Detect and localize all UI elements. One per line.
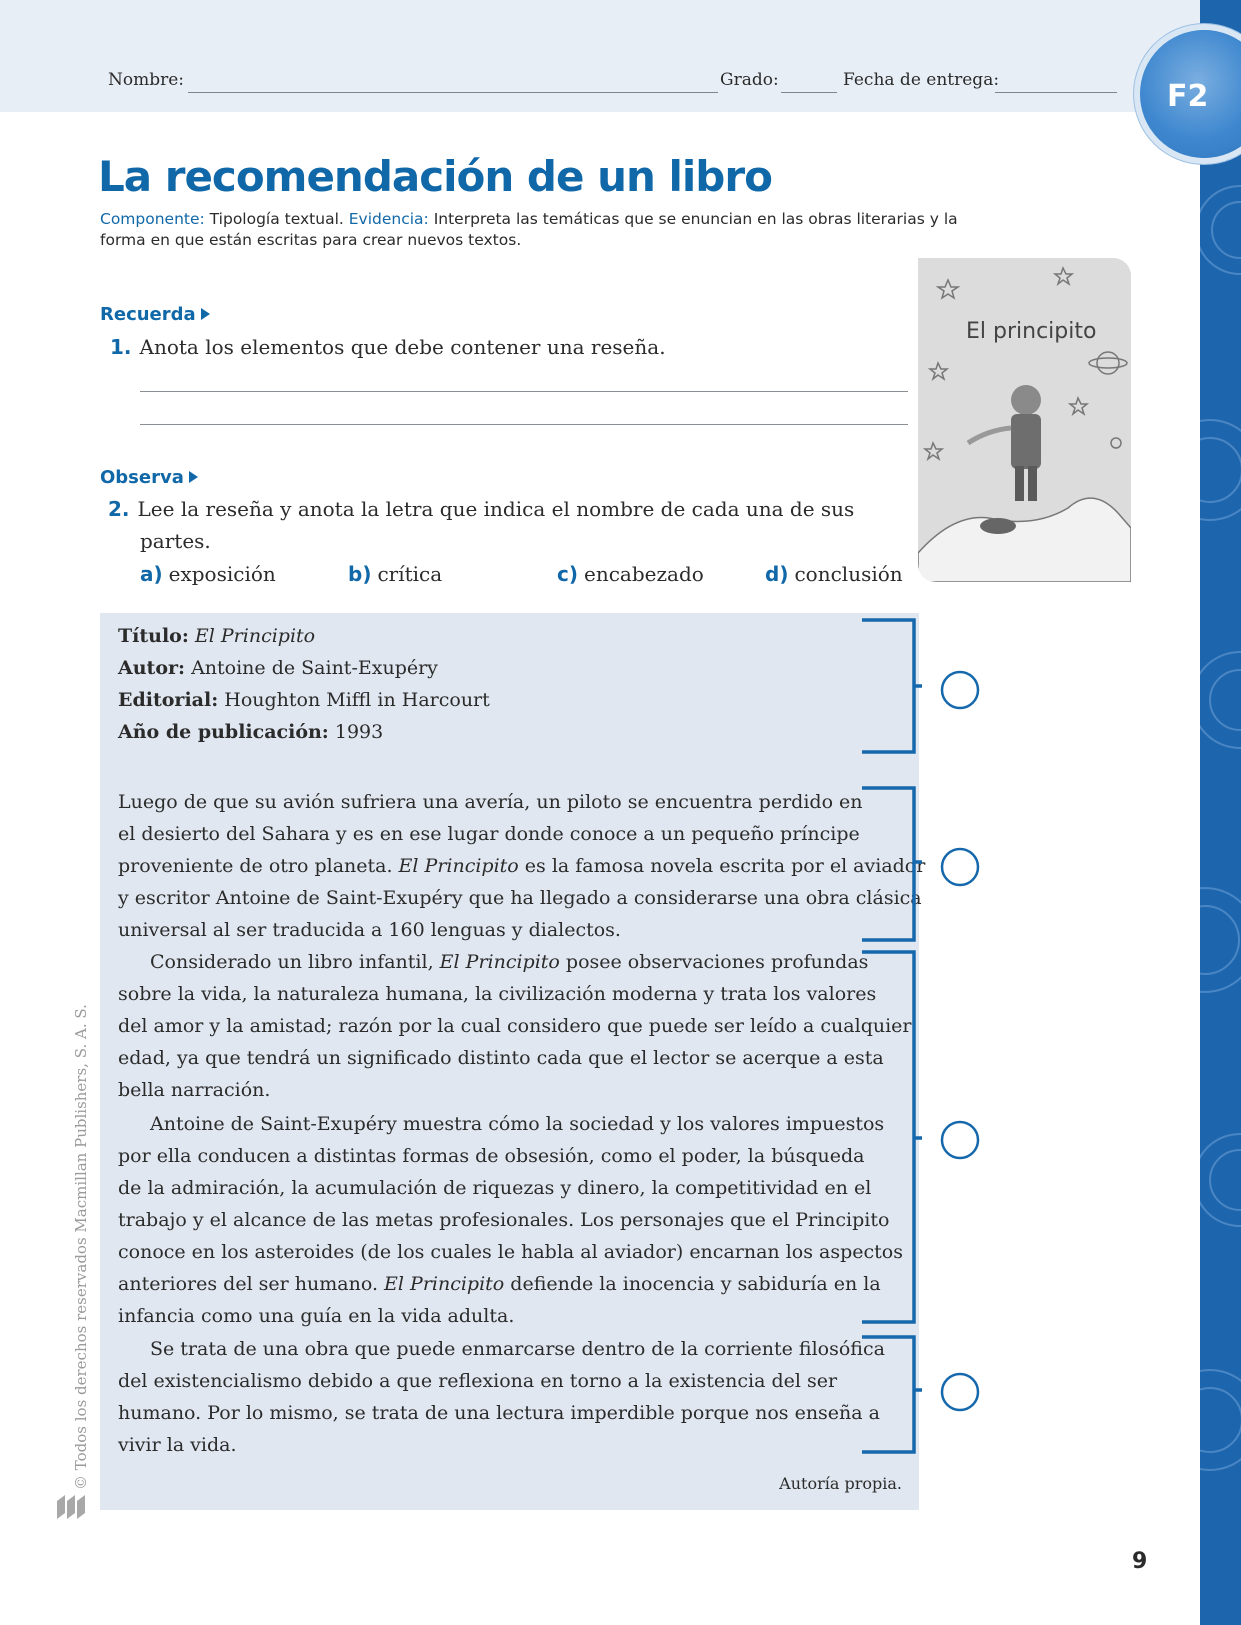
- p2-text: posee observaciones profundas: [559, 951, 869, 973]
- evidence-line-1: Interpreta las temáticas que se enuncian en las obras literarias y la: [428, 210, 958, 228]
- observa-heading-text: Observa: [100, 467, 184, 488]
- meta-year-label: Año de publicación:: [118, 721, 329, 743]
- p3-text: defiende la inocencia y sabiduría en la: [504, 1273, 881, 1295]
- option-d-label: conclusión: [794, 562, 903, 586]
- p2-italic-title: El Principito: [439, 951, 560, 973]
- p3-line: [118, 1268, 903, 1300]
- option-d: [765, 562, 903, 586]
- option-c: [557, 562, 704, 586]
- grade-field[interactable]: [781, 92, 837, 93]
- meta-publisher: [118, 684, 490, 716]
- play-arrow-icon: [201, 308, 210, 320]
- meta-title-value: El Principito: [194, 625, 316, 647]
- meta-author: [118, 652, 490, 684]
- p1-line: universal al ser traducida a 160 lenguas y dialectos.: [118, 919, 621, 941]
- name-label: Nombre:: [108, 70, 185, 90]
- review-paragraph-4: [118, 1333, 885, 1461]
- question-1-number: 1.: [110, 335, 132, 359]
- p3-line: trabajo y el alcance de las metas profesionales. Los personajes que el Principito: [118, 1209, 890, 1231]
- header-fields: [108, 70, 1118, 96]
- option-c-label: encabezado: [584, 562, 704, 586]
- option-a-letter: a): [140, 562, 163, 586]
- question-2: [108, 497, 854, 521]
- p2-line: edad, ya que tendrá un significado distinto cada que el lector se acerque a esta: [118, 1047, 884, 1069]
- p4-line: Se trata de una obra que puede enmarcarse dentro de la corriente filosófica: [150, 1338, 885, 1360]
- copyright-notice: © Todos los derechos reservados Macmillan Publishers, S. A. S.: [72, 1004, 90, 1490]
- bracket-heading-section: [862, 620, 922, 752]
- page-number: 9: [1132, 1549, 1148, 1574]
- bracket-layer: [850, 600, 990, 1460]
- meta-author-value: Antoine de Saint-Exupéry: [191, 657, 438, 679]
- p2-line: sobre la vida, la naturaleza humana, la civilización moderna y trata los valores: [118, 983, 877, 1005]
- meta-title-label: Título:: [118, 625, 189, 647]
- evidence-line-2: forma en que están escritas para crear nuevos textos.: [100, 231, 522, 249]
- p3-line: de la admiración, la acumulación de riquezas y dinero, la competitividad en el: [118, 1177, 872, 1199]
- due-date-label: Fecha de entrega:: [843, 70, 1000, 90]
- p2-line: del amor y la amistad; razón por la cual considero que puede ser leído a cualquier: [118, 1015, 912, 1037]
- p3-line: conoce en los asteroides (de los cuales le habla al aviador) encarnan los aspectos: [118, 1241, 903, 1263]
- intro-text: [100, 209, 1030, 251]
- book-cover-title: El principito: [966, 319, 1097, 344]
- meta-title: [118, 620, 490, 652]
- answer-circle-2[interactable]: [938, 845, 982, 889]
- play-arrow-icon: [189, 471, 198, 483]
- p1-line: el desierto del Sahara y es en ese lugar donde conoce a un pequeño príncipe: [118, 823, 860, 845]
- p3-italic-title: El Principito: [384, 1273, 505, 1295]
- grade-label: Grado:: [720, 70, 779, 90]
- publisher-logo-icon: [55, 1493, 87, 1521]
- component-label: Componente:: [100, 210, 205, 228]
- question-2-number: 2.: [108, 497, 130, 521]
- review-paragraph-3: [118, 1108, 903, 1332]
- question-1-text: Anota los elementos que debe contener una reseña.: [139, 335, 666, 359]
- option-c-letter: c): [557, 562, 578, 586]
- answer-line-2[interactable]: [140, 424, 908, 425]
- bracket-critique-section: [862, 952, 922, 1322]
- evidence-label: Evidencia:: [348, 210, 429, 228]
- meta-publisher-value: Houghton Miffl in Harcourt: [224, 689, 490, 711]
- meta-year: [118, 716, 490, 748]
- question-2-line-2: partes.: [140, 529, 211, 553]
- option-b-letter: b): [348, 562, 372, 586]
- option-a: [140, 562, 276, 586]
- option-b: [348, 562, 442, 586]
- recuerda-heading-text: Recuerda: [100, 304, 196, 325]
- page-title: La recomendación de un libro: [98, 152, 772, 201]
- swirl-pattern: [1200, 0, 1241, 1625]
- p2-line: [118, 946, 912, 978]
- name-field[interactable]: [188, 92, 718, 93]
- badge-label: F2: [1167, 79, 1209, 114]
- bracket-exposition-section: [862, 788, 922, 940]
- little-prince-illustration: [918, 258, 1131, 582]
- p3-line: por ella conducen a distintas formas de obsesión, como el poder, la búsqueda: [118, 1145, 865, 1167]
- p3-text: anteriores del ser humano.: [118, 1273, 385, 1295]
- p2-text: Considerado un libro infantil,: [150, 951, 440, 973]
- review-credit: Autoría propia.: [779, 1474, 902, 1493]
- p3-line: Antoine de Saint-Exupéry muestra cómo la sociedad y los valores impuestos: [150, 1113, 885, 1135]
- p1-text: proveniente de otro planeta.: [118, 855, 399, 877]
- p2-line: bella narración.: [118, 1079, 271, 1101]
- meta-year-value: 1993: [334, 721, 384, 743]
- p1-text: es la famosa novela escrita por el aviador: [518, 855, 926, 877]
- answer-line-1[interactable]: [140, 391, 908, 392]
- book-cover-image: [918, 258, 1131, 582]
- question-2-line-1: Lee la reseña y anota la letra que indica el nombre de cada una de sus: [137, 497, 855, 521]
- p4-line: vivir la vida.: [118, 1434, 237, 1456]
- meta-publisher-label: Editorial:: [118, 689, 219, 711]
- p1-line: Luego de que su avión sufriera una avería, un piloto se encuentra perdido en: [118, 791, 863, 813]
- option-a-label: exposición: [168, 562, 276, 586]
- review-paragraph-1: [118, 786, 925, 946]
- answer-circle-4[interactable]: [938, 1370, 982, 1414]
- review-paragraph-2: [118, 946, 912, 1106]
- p4-line: del existencialismo debido a que reflexiona en torno a la existencia del ser: [118, 1370, 838, 1392]
- question-1: [110, 335, 666, 359]
- recuerda-heading: [100, 304, 210, 325]
- review-meta: [118, 620, 490, 748]
- meta-author-label: Autor:: [118, 657, 186, 679]
- observa-heading: [100, 467, 198, 488]
- option-d-letter: d): [765, 562, 789, 586]
- answer-circle-1[interactable]: [938, 668, 982, 712]
- bracket-conclusion-section: [862, 1337, 922, 1452]
- answer-circle-3[interactable]: [938, 1118, 982, 1162]
- p3-line: infancia como una guía en la vida adulta.: [118, 1305, 515, 1327]
- p1-line: [118, 850, 925, 882]
- option-b-label: crítica: [377, 562, 443, 586]
- p1-italic-title: El Principito: [398, 855, 519, 877]
- p1-line: y escritor Antoine de Saint-Exupéry que ha llegado a considerarse una obra clásica: [118, 887, 922, 909]
- p4-line: humano. Por lo mismo, se trata de una lectura imperdible porque nos enseña a: [118, 1402, 880, 1424]
- due-date-field[interactable]: [995, 92, 1117, 93]
- side-decorative-strip: [1200, 0, 1241, 1625]
- component-value: Tipología textual.: [204, 210, 349, 228]
